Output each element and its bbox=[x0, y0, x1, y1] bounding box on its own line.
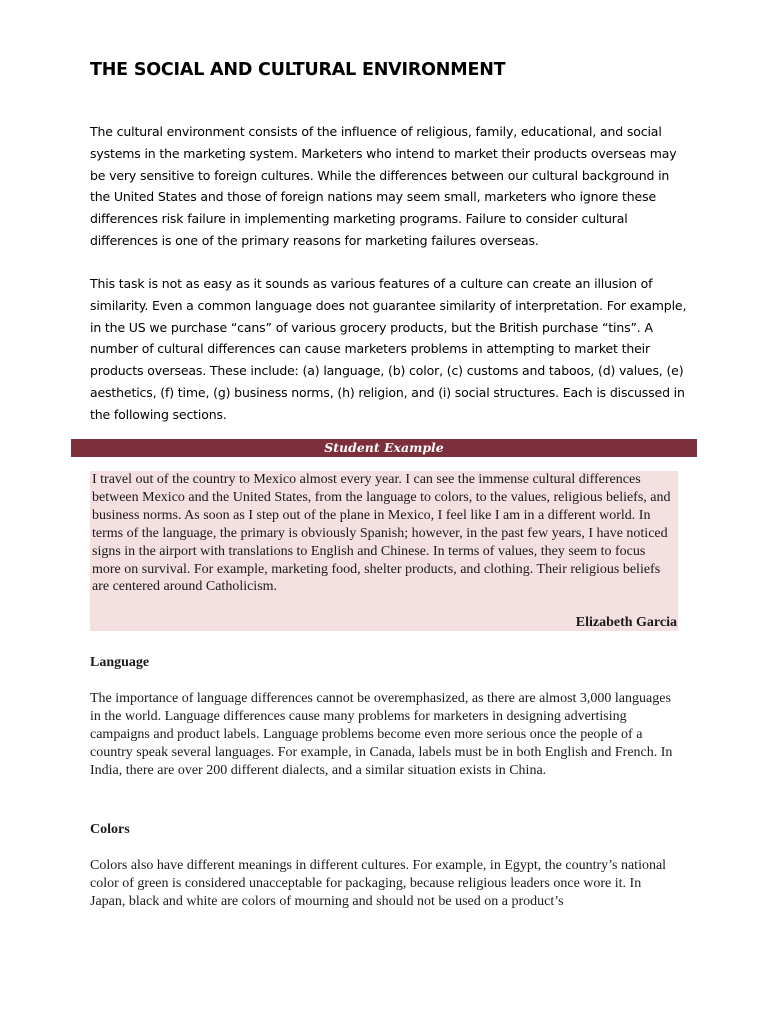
student-example-author: Elizabeth Garcia bbox=[575, 615, 677, 630]
student-example-header-bar bbox=[71, 439, 697, 457]
section-heading-colors: Colors bbox=[90, 822, 130, 837]
section-heading-language: Language bbox=[90, 655, 150, 670]
section-paragraph-colors: Colors also have different meanings in different cultures. For example, in Egypt, the country’s national color of green is considered unacceptable for packaging, because religious leaders once wore it. In Japan, black and white are colors of mourning and should not be used on a product’s bbox=[90, 858, 667, 909]
intro-paragraph-2: This task is not as easy as it sounds as various features of a culture can create an illusion of similarity. Even a common language does not guarantee similarity of interpretation. For example, in the US we purchase “cans” of various grocery products, but the British purchase “tins”. A number of cultural differences can cause marketers problems in attempting to market their products overseas. These include: (a) language, (b) color, (c) customs and taboos, (d) values, (e) aesthetics, (f) time, (g) business norms, (h) religion, and (i) social structures. Each is discussed in the following sections. bbox=[90, 276, 687, 422]
intro-paragraph-1: The cultural environment consists of the influence of religious, family, educational, and social systems in the marketing system. Marketers who intend to market their products overseas may be very sensitive to foreign cultures. While the differences between our cultural background in the United States and those of foreign nations may seem small, marketers who ignore these differences risk failure in implementing marketing programs. Failure to consider cultural differences is one of the primary reasons for marketing failures overseas. bbox=[90, 124, 677, 248]
page-title: THE SOCIAL AND CULTURAL ENVIRONMENT bbox=[90, 60, 506, 80]
section-paragraph-language: The importance of language differences cannot be overemphasized, as there are almost 3,000 languages in the world. Language differences cause many problems for marketers in designing advertising campaigns and product labels. Language problems become even more serious once the people of a country speak several languages. For example, in Canada, labels must be in both English and French. In India, there are over 200 different dialects, and a similar situation exists in China. bbox=[90, 691, 673, 778]
student-example-header: Student Example bbox=[324, 440, 444, 455]
student-example-text: I travel out of the country to Mexico almost every year. I can see the immense cultural differences between Mexico and the United States, from the language to colors, to the values, religious beliefs, and business norms. As soon as I step out of the plane in Mexico, I feel like I am in a different world. In terms of the language, the primary is obviously Spanish; however, in the past few years, I have noticed signs in the airport with translations to English and Chinese. In terms of values, they seem to focus more on survival. For example, marketing food, shelter products, and clothing. Their religious beliefs are centered around Catholicism. bbox=[92, 472, 671, 595]
student-example-box bbox=[90, 471, 678, 631]
